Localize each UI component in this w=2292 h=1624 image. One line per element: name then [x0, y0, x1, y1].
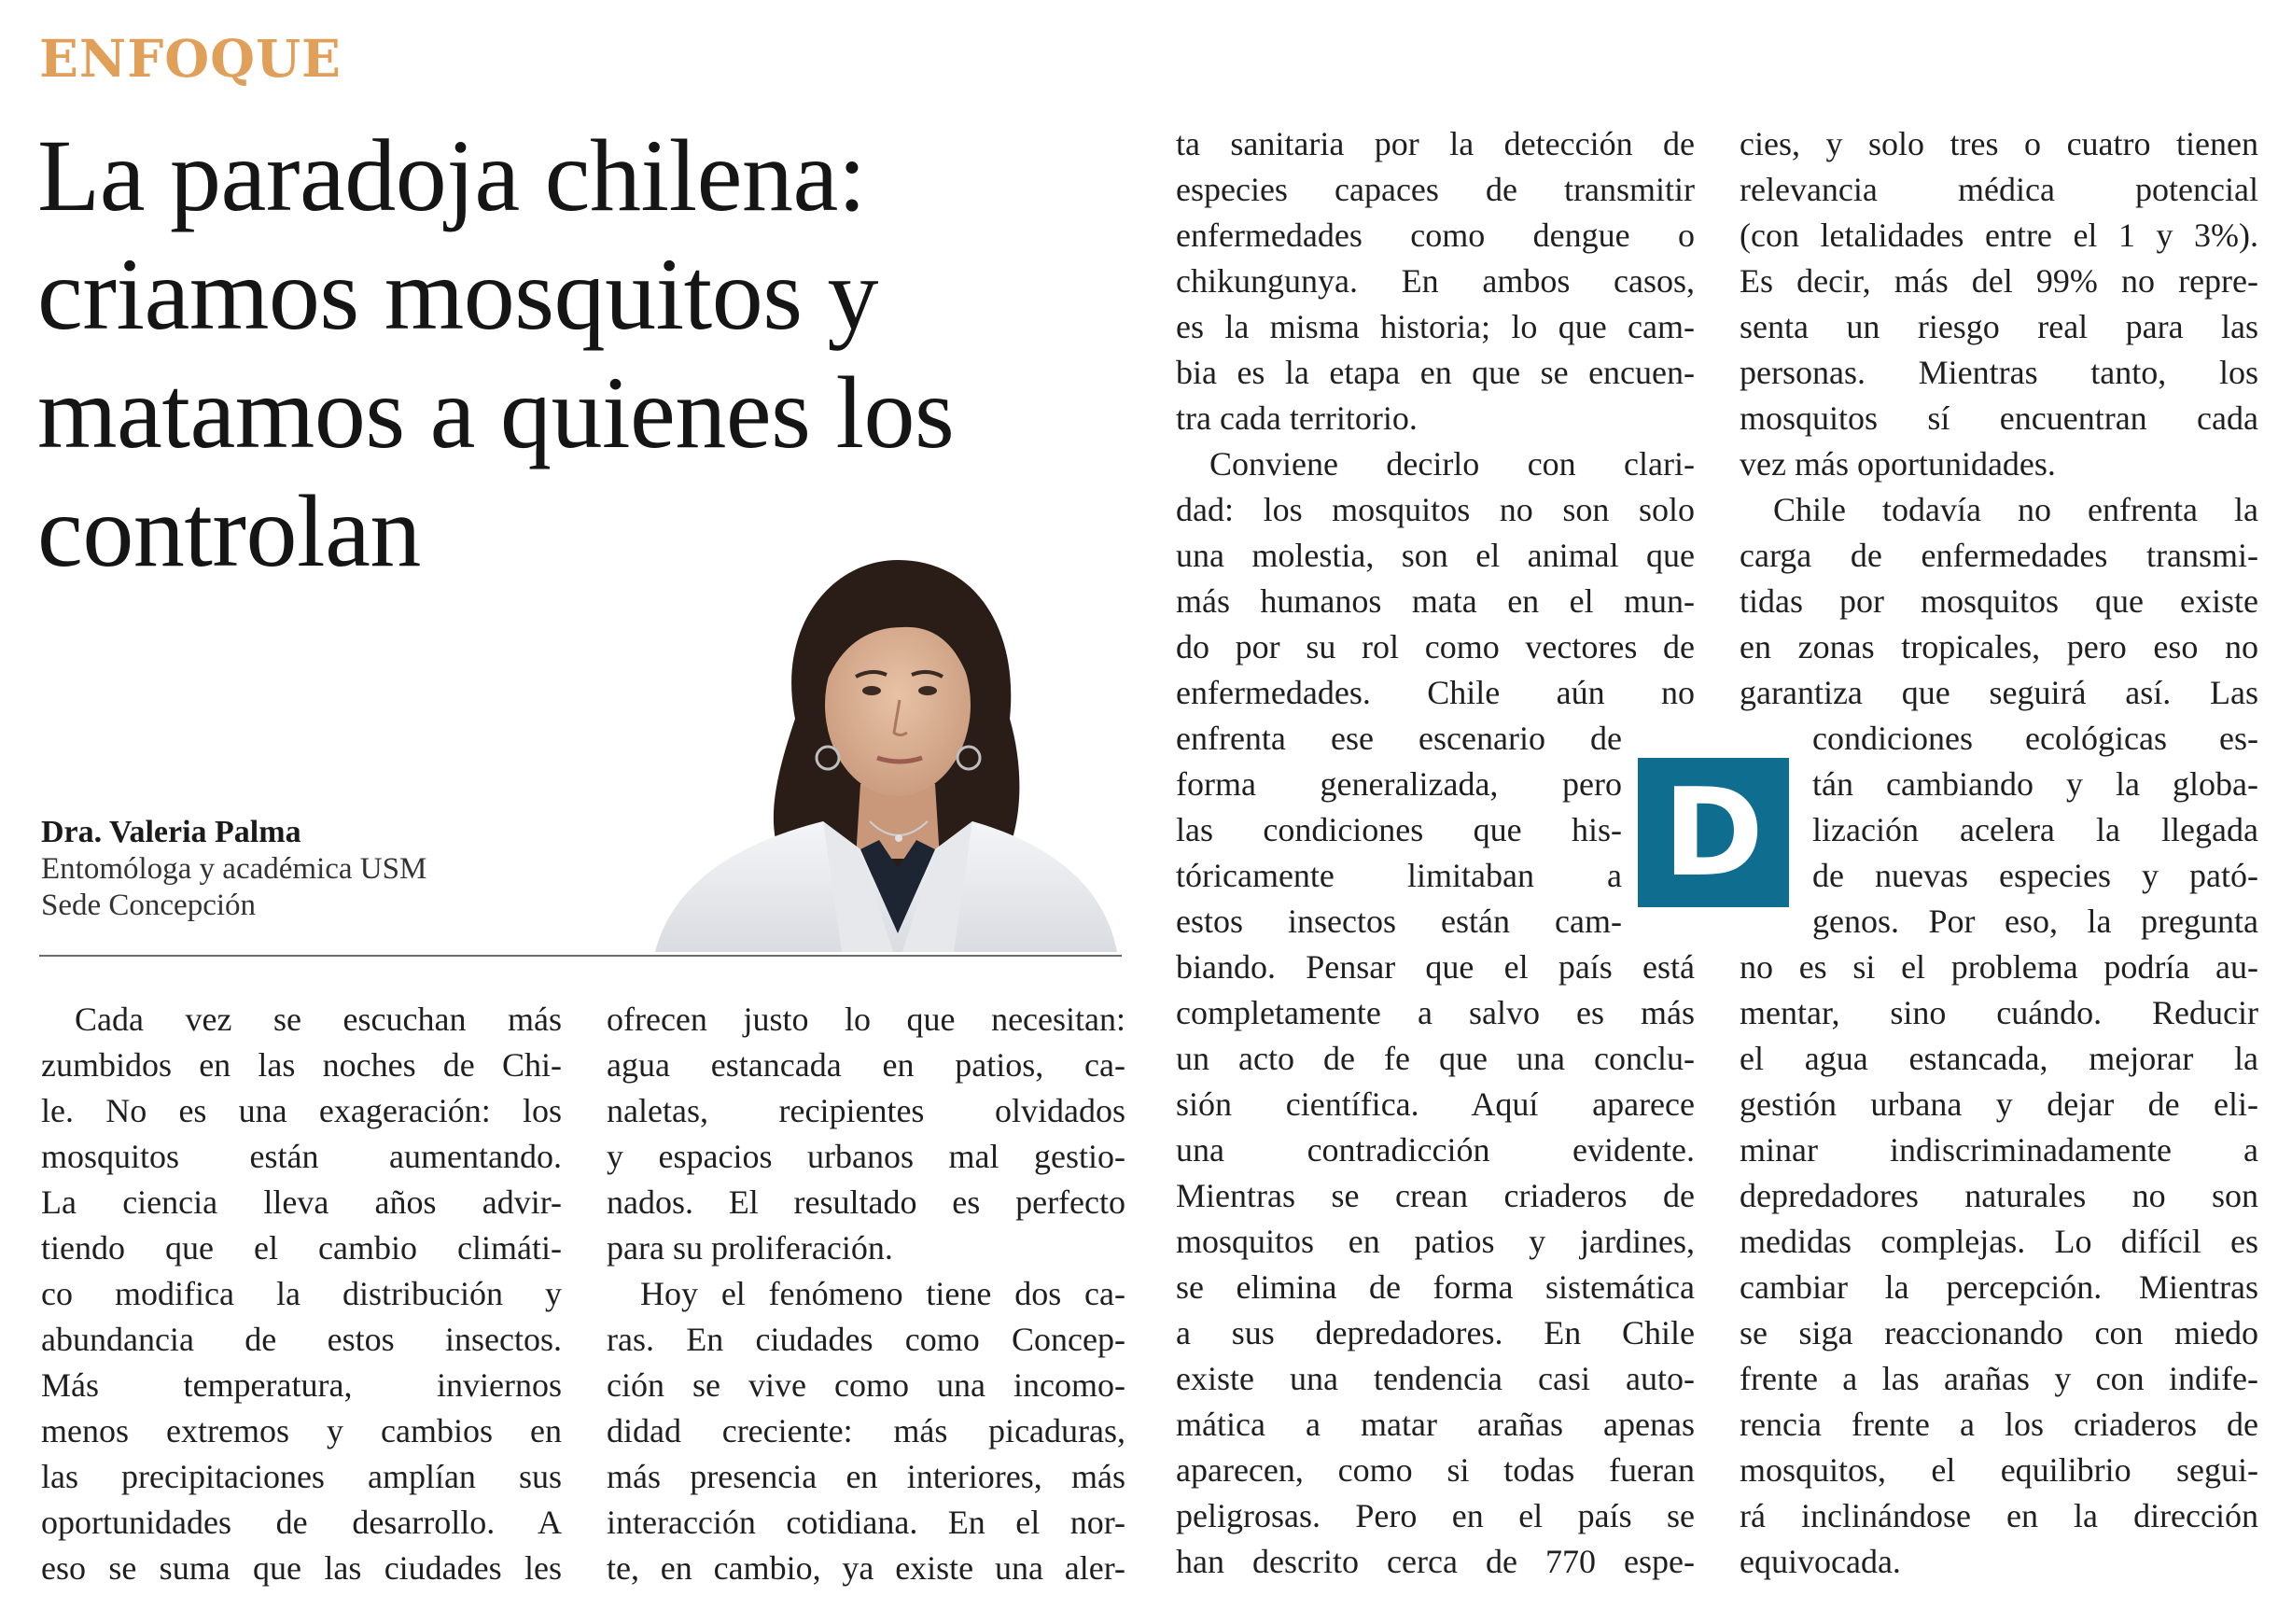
text-line: aparecen, como si todas fueran	[1176, 1451, 1695, 1489]
text-line: han descrito cerca de 770 espe-	[1176, 1543, 1695, 1580]
divider-rule	[39, 955, 1122, 957]
text-line: biando. Pensar que el país está	[1176, 948, 1695, 986]
text-line: el agua estancada, mejorar la	[1740, 1040, 2258, 1077]
headline-line: criamos mosquitos y	[37, 237, 879, 351]
text-line: tra cada territorio.	[1176, 399, 1418, 437]
text-line: depredadores naturales no son	[1740, 1177, 2258, 1214]
text-line: co modifica la distribución y	[41, 1275, 562, 1312]
text-line: ofrecen justo lo que necesitan:	[607, 1001, 1125, 1038]
text-line: existe una tendencia casi auto-	[1176, 1360, 1695, 1397]
text-line: genos. Por eso, la pregunta	[1812, 903, 2258, 940]
text-line: ta sanitaria por la detección de	[1176, 125, 1695, 162]
text-line: completamente a salvo es más	[1176, 994, 1695, 1031]
text-line: es la misma historia; lo que cam-	[1176, 308, 1695, 345]
text-line: dad: los mosquitos no son solo	[1176, 491, 1695, 528]
text-line: le. No es una exageración: los	[41, 1092, 562, 1129]
text-line: y espacios urbanos mal gestio-	[607, 1138, 1125, 1175]
text-line: eso se suma que las ciudades les	[41, 1549, 562, 1587]
text-line: peligrosas. Pero en el país se	[1176, 1497, 1695, 1534]
text-line: nados. El resultado es perfecto	[607, 1183, 1125, 1221]
text-line: Conviene decirlo con clari-	[1209, 445, 1695, 483]
text-line: mosquitos están aumentando.	[41, 1138, 562, 1175]
text-line: Más temperatura, inviernos	[41, 1366, 562, 1404]
author-role: Entomóloga y académica USM	[41, 852, 427, 886]
text-line: do por su rol como vectores de	[1176, 628, 1695, 665]
text-line: Hoy el fenómeno tiene dos ca-	[640, 1275, 1125, 1312]
text-line: estos insectos están cam-	[1176, 903, 1622, 940]
text-line: ción se vive como una incomo-	[607, 1366, 1125, 1404]
text-line: mosquitos sí encuentran cada	[1740, 399, 2258, 437]
text-line: las condiciones que his-	[1176, 811, 1622, 848]
text-line: las precipitaciones amplían sus	[41, 1458, 562, 1495]
text-line: agua estancada en patios, ca-	[607, 1046, 1125, 1084]
text-line: cambiar la percepción. Mientras	[1740, 1268, 2258, 1306]
headline-line: controlan	[37, 474, 421, 588]
text-line: carga de enfermedades transmi-	[1740, 537, 2258, 574]
text-line: de nuevas especies y pató-	[1812, 857, 2258, 894]
author-name: Dra. Valeria Palma	[41, 815, 301, 849]
text-line: personas. Mientras tanto, los	[1740, 354, 2258, 391]
text-line: no es si el problema podría au-	[1740, 948, 2258, 986]
text-line: una molestia, son el animal que	[1176, 537, 1695, 574]
text-line: cies, y solo tres o cuatro tienen	[1740, 125, 2258, 162]
text-line: se siga reaccionando con miedo	[1740, 1314, 2258, 1351]
text-line: relevancia médica potencial	[1740, 171, 2258, 208]
text-line: menos extremos y cambios en	[41, 1412, 562, 1449]
article-column-4	[1740, 121, 2258, 1585]
text-line: interacción cotidiana. En el nor-	[607, 1504, 1125, 1541]
text-line: enfrenta ese escenario de	[1176, 720, 1622, 757]
text-line: sión científica. Aquí aparece	[1176, 1085, 1695, 1123]
text-line: condiciones ecológicas es-	[1812, 720, 2258, 757]
text-line: didad creciente: más picaduras,	[607, 1412, 1125, 1449]
text-line: a sus depredadores. En Chile	[1176, 1314, 1695, 1351]
text-line: especies capaces de transmitir	[1176, 171, 1695, 208]
text-line: minar indiscriminadamente a	[1740, 1131, 2258, 1169]
text-line: Chile todavía no enfrenta la	[1773, 491, 2258, 528]
text-line: abundancia de estos insectos.	[41, 1321, 562, 1358]
text-line: tóricamente limitaban a	[1176, 857, 1622, 894]
text-line: bia es la etapa en que se encuen-	[1176, 354, 1695, 391]
text-line: forma generalizada, pero	[1176, 765, 1622, 803]
text-line: tán cambiando y la globa-	[1812, 765, 2258, 803]
text-line: chikungunya. En ambos casos,	[1176, 262, 1695, 300]
text-line: un acto de fe que una conclu-	[1176, 1040, 1695, 1077]
headline-line: La paradoja chilena:	[37, 119, 866, 232]
text-line: Es decir, más del 99% no repre-	[1740, 262, 2258, 300]
text-line: tiendo que el cambio climáti-	[41, 1229, 562, 1267]
text-line: lización acelera la llegada	[1812, 811, 2258, 848]
text-line: en zonas tropicales, pero eso no	[1740, 628, 2258, 665]
text-line: para su proliferación.	[607, 1229, 893, 1267]
text-line: (con letalidades entre el 1 y 3%).	[1740, 217, 2258, 254]
text-line: oportunidades de desarrollo. A	[41, 1504, 562, 1541]
text-line: gestión urbana y dejar de eli-	[1740, 1085, 2258, 1123]
article-column-1	[41, 997, 562, 1591]
text-line: vez más oportunidades.	[1740, 445, 2056, 483]
text-line: Cada vez se escuchan más	[75, 1001, 562, 1038]
drop-cap-letter: D	[1663, 762, 1764, 903]
text-line: mosquitos en patios y jardines,	[1176, 1223, 1695, 1260]
author-byline	[41, 814, 601, 924]
text-line: naletas, recipientes olvidados	[607, 1092, 1125, 1129]
text-line: más presencia en interiores, más	[607, 1458, 1125, 1495]
text-line: ras. En ciudades como Concep-	[607, 1321, 1125, 1358]
text-line: garantiza que seguirá así. Las	[1740, 674, 2258, 711]
text-line: enfermedades. Chile aún no	[1176, 674, 1695, 711]
article-column-2	[607, 997, 1125, 1591]
text-line: equivocada.	[1740, 1543, 1901, 1580]
headline	[37, 117, 1120, 591]
text-line: Mientras se crean criaderos de	[1176, 1177, 1695, 1214]
text-line: zumbidos en las noches de Chi-	[41, 1046, 562, 1084]
text-line: mentar, sino cuándo. Reducir	[1740, 994, 2258, 1031]
text-line: se elimina de forma sistemática	[1176, 1268, 1695, 1306]
text-line: La ciencia lleva años advir-	[41, 1183, 562, 1221]
text-line: rá inclinándose en la dirección	[1740, 1497, 2258, 1534]
text-line: más humanos mata en el mun-	[1176, 582, 1695, 620]
author-portrait	[636, 541, 1122, 952]
text-line: medidas complejas. Lo difícil es	[1740, 1223, 2258, 1260]
text-line: una contradicción evidente.	[1176, 1131, 1695, 1169]
article-column-3	[1176, 121, 1695, 1585]
text-line: senta un riesgo real para las	[1740, 308, 2258, 345]
text-line: mática a matar arañas apenas	[1176, 1406, 1695, 1443]
section-tag: ENFOQUE	[39, 28, 342, 89]
text-line: mosquitos, el equilibrio segui-	[1740, 1451, 2258, 1489]
text-line: frente a las arañas y con indife-	[1740, 1360, 2258, 1397]
text-line: te, en cambio, ya existe una aler-	[607, 1549, 1125, 1587]
author-affiliation: Sede Concepción	[41, 889, 257, 922]
text-line: enfermedades como dengue o	[1176, 217, 1695, 254]
text-line: rencia frente a los criaderos de	[1740, 1406, 2258, 1443]
text-line: tidas por mosquitos que existe	[1740, 582, 2258, 620]
headline-line: matamos a quienes los	[37, 356, 955, 469]
